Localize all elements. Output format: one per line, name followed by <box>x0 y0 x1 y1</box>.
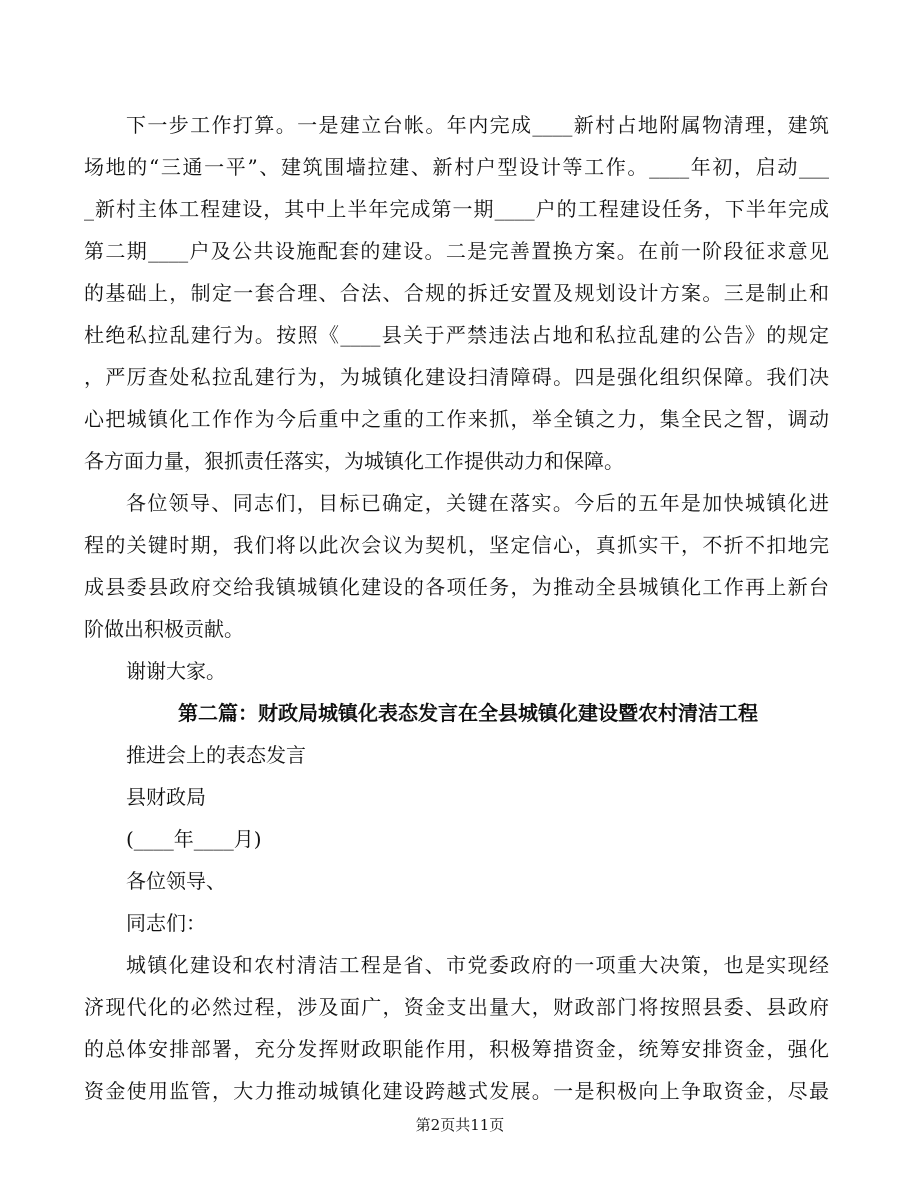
paragraph-line: 的基础上，制定一套合理、合法、合规的拆迁安置及规划设计方案。三是制止和 <box>84 281 829 305</box>
author-line: 县财政局 <box>126 785 206 809</box>
paragraph-line: 的总体安排部署，充分发挥财政职能作用，积极筹措资金，统筹安排资金，强化 <box>84 1037 829 1061</box>
paragraph-line: 心把城镇化工作作为今后重中之重的工作来抓，举全镇之力，集全民之智，调动 <box>84 407 829 431</box>
salutation-line: 各位领导、 <box>126 869 226 893</box>
document-body <box>84 104 829 1112</box>
subtitle-line: 推进会上的表态发言 <box>126 743 306 767</box>
paragraph-line: 场地的“三通一平”、建筑围墙拉建、新村户型设计等工作。____年初，启动___ <box>84 155 829 179</box>
paragraph-line: 各位领导、同志们，目标已确定，关键在落实。今后的五年是加快城镇化进 <box>126 491 829 515</box>
paragraph-line: 下一步工作打算。一是建立台帐。年内完成____新村占地附属物清理，建筑 <box>126 113 829 137</box>
paragraph-line: 第二期____户及公共设施配套的建设。二是完善置换方案。在前一阶段征求意见 <box>84 239 829 263</box>
salutation-line: 同志们： <box>126 911 206 935</box>
paragraph-line: ，严厉查处私拉乱建行为，为城镇化建设扫清障碍。四是强化组织保障。我们决 <box>84 365 829 389</box>
paragraph-line: 阶做出积极贡献。 <box>84 617 244 641</box>
paragraph-line: 杜绝私拉乱建行为。按照《____县关于严禁违法占地和私拉乱建的公告》的规定 <box>84 323 829 347</box>
paragraph-line: 城镇化建设和农村清洁工程是省、市党委政府的一项重大决策，也是实现经 <box>126 953 829 977</box>
paragraph-line: 程的关键时期，我们将以此次会议为契机，坚定信心，真抓实干，不折不扣地完 <box>84 533 829 557</box>
section-heading: 第二篇：财政局城镇化表态发言在全县城镇化建设暨农村清洁工程 <box>178 701 758 725</box>
paragraph-line: 济现代化的必然过程，涉及面广，资金支出量大，财政部门将按照县委、县政府 <box>84 995 829 1019</box>
paragraph-line: _新村主体工程建设，其中上半年完成第一期____户的工程建设任务，下半年完成 <box>84 197 829 221</box>
paragraph-line: 成县委县政府交给我镇城镇化建设的各项任务，为推动全县城镇化工作再上新台 <box>84 575 829 599</box>
date-line: (____年____月) <box>126 827 262 851</box>
closing-line: 谢谢大家。 <box>126 659 226 683</box>
paragraph-line: 各方面力量，狠抓责任落实，为城镇化工作提供动力和保障。 <box>84 449 624 473</box>
page-number: 第2页共11页 <box>415 1116 505 1134</box>
paragraph-line: 资金使用监管，大力推动城镇化建设跨越式发展。一是积极向上争取资金，尽最 <box>84 1079 829 1103</box>
